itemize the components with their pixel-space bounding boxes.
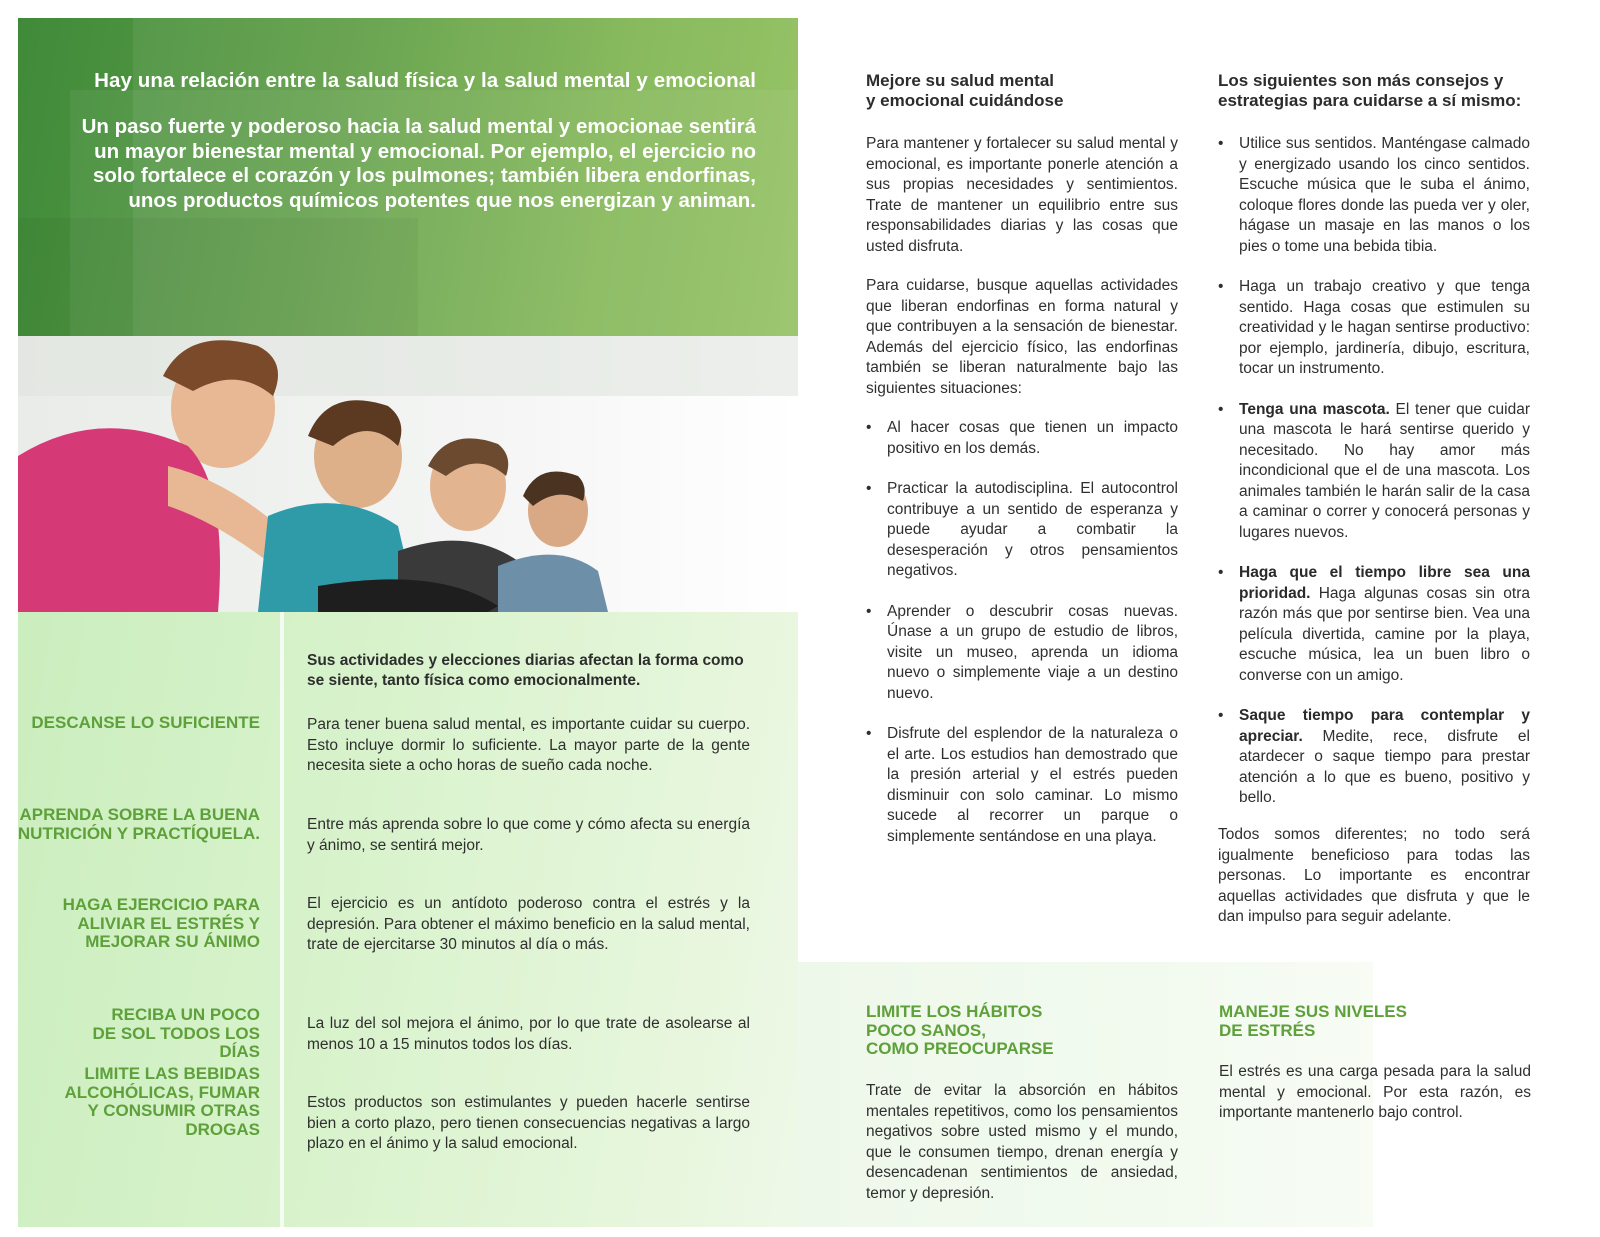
- tips-column-divider: [280, 612, 284, 1227]
- tip-body-nutrition: Entre más aprenda sobre lo que come y cómo afecta su energía y ánimo, se sentirá mejor.: [307, 816, 750, 854]
- tip-body-exercise: El ejercicio es un antídoto poderoso contra el estrés y la depresión. Para obtener el máximo beneficio en la salud mental, trate de ejercitarse 30 minutos al día o más.: [307, 895, 750, 953]
- tip-heading-sun: RECIBA UN POCO DE SOL TODOS LOS DÍAS: [92, 1005, 260, 1061]
- right-title-line1: Los siguientes son más consejos y: [1218, 71, 1504, 90]
- middle-bottom-heading-line2: POCO SANOS,: [866, 1020, 986, 1040]
- list-item: [1216, 277, 1530, 380]
- tip-heading-nutrition: APRENDA SOBRE LA BUENA NUTRICIÓN Y PRACTÍQUELA.: [17, 805, 260, 843]
- list-item: [1216, 563, 1530, 686]
- right-bottom-heading-line2: DE ESTRÉS: [1219, 1020, 1316, 1040]
- bullet-bold-lead: Tenga una mascota.: [1239, 400, 1390, 418]
- middle-para-1: Para mantener y fortalecer su salud mental y emocional, es importante ponerle atención a sus propias necesidades y sentimientos. Trate de mantener un equilibrio entre sus responsabilidades diarias y las cosas que usted disfruta.: [866, 135, 1178, 255]
- middle-bottom-heading-line1: LIMITE LOS HÁBITOS: [866, 1002, 1043, 1021]
- tip-body-rest: Para tener buena salud mental, es importante cuidar su cuerpo. Esto incluye dormir lo suficiente. La mayor parte de la gente necesita siete a ocho horas de sueño cada noche.: [307, 716, 750, 774]
- tips-intro: Sus actividades y elecciones diarias afectan la forma como se siente, tanto física como emocionalmente.: [307, 652, 744, 689]
- bullet-text: El tener que cuidar una mascota le hará sentirse querido y necesitado. No hay amor más incondicional que el de una mascota. Los animales también le harán salir de la casa a caminar o correr y conocerá personas y lugares nuevos.: [1239, 400, 1530, 541]
- middle-para-2: Para cuidarse, busque aquellas actividades que liberan endorfinas en forma natural y que contribuyen a la sensación de bienestar. Además del ejercicio físico, las endorfinas también se liberan naturalmente bajo las siguientes situaciones:: [866, 277, 1178, 397]
- header-text: [76, 68, 756, 213]
- middle-title: [866, 71, 1186, 111]
- list-item: [1216, 134, 1530, 257]
- middle-bullet-list: [864, 418, 1178, 867]
- tip-heading-alcohol: LIMITE LAS BEBIDAS ALCOHÓLICAS, FUMAR Y CONSUMIR OTRAS DROGAS: [64, 1064, 260, 1139]
- bullet-text: Haga un trabajo creativo y que tenga sentido. Haga cosas que estimulen su creatividad y le hagan sentirse productivo: por ejemplo, jardinería, dibujo, escritura, tocar un instrumento.: [1239, 278, 1530, 377]
- right-closing-para: Todos somos diferentes; no todo será igualmente beneficioso para todas las personas. Lo importante es encontrar aquellas actividades que disfruta y que le dan impulso para seguir adelante.: [1218, 826, 1530, 925]
- exercise-photo: [18, 336, 798, 612]
- right-title-line2: estrategias para cuidarse a sí mismo:: [1218, 91, 1522, 110]
- list-item: • Al hacer cosas que tienen un impacto positivo en los demás.: [864, 418, 1178, 459]
- right-title: [1218, 71, 1530, 111]
- right-bottom-body: El estrés es una carga pesada para la salud mental y emocional. Por esta razón, es importante mantenerlo bajo control.: [1219, 1063, 1531, 1121]
- bullet-text: Haga algunas cosas sin otra razón más que por sentirse bien. Vea una película divertida, camine por la playa, escuche música, lea un buen libro o converse con un amigo.: [1239, 584, 1530, 684]
- right-bottom-heading-line1: MANEJE SUS NIVELES: [1219, 1002, 1407, 1021]
- list-item: • Disfrute del esplendor de la naturaleza o el arte. Los estudios han demostrado que la presión arterial y el estrés pueden disminuir con solo caminar. Lo mismo sucede al recorrer un parque o simplemente sentándose en una playa.: [864, 724, 1178, 847]
- right-bullet-list: [1216, 134, 1530, 829]
- list-item: • Aprender o descubrir cosas nuevas. Únase a un grupo de estudio de libros, visite un museo, aprenda un idioma nuevo o simplemente viaje a un destino nuevo.: [864, 602, 1178, 705]
- header-decor-block: [18, 218, 418, 336]
- right-bottom-heading: [1219, 1003, 1519, 1040]
- tip-body-alcohol: Estos productos son estimulantes y pueden hacerle sentirse bien a corto plazo, pero tienen consecuencias negativas a largo plazo en el ánimo y la salud emocional.: [307, 1094, 750, 1152]
- bullet-bold-lead: Saque tiempo para contemplar y apreciar.: [1239, 707, 1530, 745]
- tip-heading-rest: DESCANSE LO SUFICIENTE: [31, 713, 260, 732]
- header-panel: [18, 18, 798, 336]
- tip-body-sun: La luz del sol mejora el ánimo, por lo que trate de asolearse al menos 10 a 15 minutos todos los días.: [307, 1015, 750, 1053]
- exercise-photo-illustration: [18, 336, 798, 612]
- bullet-text: Utilice sus sentidos. Manténgase calmado y energizado usando los cinco sentidos. Escuche música que le suba el ánimo, coloque flores donde las pueda ver y oler, hágase un masaje en las manos o los pies o tome una bebida tibia.: [1239, 135, 1530, 255]
- list-item: [1216, 706, 1530, 809]
- header-subtitle: Hay una relación entre la salud física y la salud mental y emocional: [94, 69, 756, 92]
- bullet-text: Medite, rece, disfrute el atardecer o saque tiempo para prestar atención a lo que es bueno, positivo y bello.: [1239, 727, 1530, 806]
- header-body: Un paso fuerte y poderoso hacia la salud mental y emocionae sentirá un mayor bienestar mental y emocional. Por ejemplo, el ejercicio no solo fortalece el corazón y los pulmones; también libera endorfinas, unos productos químicos potentes que nos energizan y animan.: [81, 115, 756, 212]
- middle-title-line2: y emocional cuidándose: [866, 91, 1064, 110]
- middle-title-line1: Mejore su salud mental: [866, 71, 1054, 90]
- bullet-bold-lead: Haga que el tiempo libre sea una prioridad.: [1239, 564, 1530, 602]
- middle-bottom-heading-line3: COMO PREOCUPARSE: [866, 1039, 1054, 1058]
- middle-bottom-heading: [866, 1003, 1166, 1059]
- middle-bottom-body: Trate de evitar la absorción en hábitos mentales repetitivos, como los pensamientos negativos sobre usted mismo y el mundo, que le consumen tiempo, drenan energía y desencadenan sentimientos de ansiedad, temor y depresión.: [866, 1082, 1178, 1202]
- tip-heading-exercise: HAGA EJERCICIO PARA ALIVIAR EL ESTRÉS Y MEJORAR SU ÁNIMO: [62, 895, 260, 951]
- list-item: • Practicar la autodisciplina. El autocontrol contribuye a un sentido de esperanza y puede ayudar a combatir la desesperación y otros pensamientos negativos.: [864, 479, 1178, 582]
- list-item: [1216, 400, 1530, 544]
